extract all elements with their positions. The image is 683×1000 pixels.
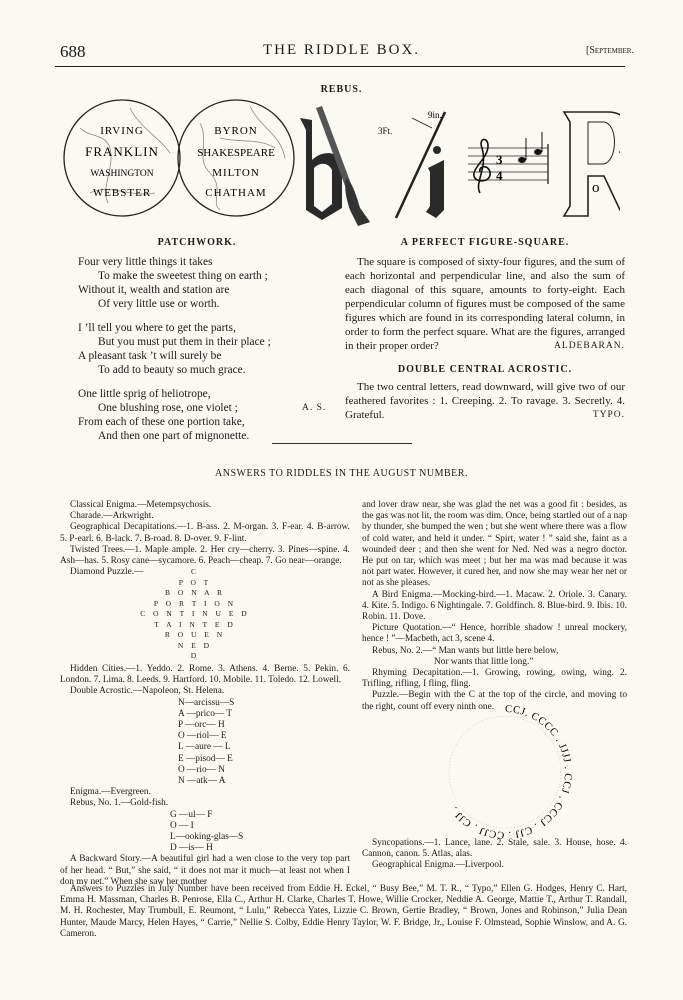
answer-paragraph: Hidden Cities.—1. Yeddo. 2. Rome. 3. Athens. 4. Berne. 5. Pekin. 6. London. 7. Lima. 8. Leeds. 9. Hartford. 10. Mobile. 11. Toledo. 12. Lowell.	[60, 663, 350, 686]
diamond-row: C	[190, 567, 199, 577]
poem-line: Four very little things it takes	[78, 256, 213, 268]
answer-paragraph: Double Acrostic.—Napoleon, St. Helena.	[70, 686, 225, 697]
figure-square-title: A PERFECT FIGURE-SQUARE.	[400, 237, 570, 248]
acrostic-title: DOUBLE CENTRAL ACROSTIC.	[397, 364, 573, 375]
rebus-row: D —is— H	[170, 843, 213, 854]
diamond-row: B O N A R	[165, 588, 225, 598]
diamond-row: D	[190, 651, 200, 661]
answer-paragraph: Rebus, No. 1.—Gold-fish.	[70, 798, 169, 809]
answer-paragraph: Syncopations.—1. Lance, lane. 2. Stale, sale. 3. House, hose. 4. Cannon, canon. 5. Atlas, alas.	[362, 838, 627, 860]
answer-paragraph: Picture Quotation.—“ Hence, horrible shadow ! unreal mockery, hence ! ”—Macbeth, act 3, scene 4.	[362, 623, 627, 645]
answer-paragraph: and lover draw near, she was glad the net was a good fit : besides, as the gas was not lit, the room was dim. Once, being startled out of a nap by thunder, she bumped the wen ; but she went where there was a flow of cold water, and held it under. “ Spirt, water ! ” said she, faint as a wounded deer ; and then she went for Ned. Ned was a negro doctor. He put on tar, which was meet ; but her ma was mad because it was not part water. However, it cured her, and now she may wear her net or not as she pleases.	[362, 500, 627, 589]
poem-line: Without it, wealth and station are	[78, 284, 230, 296]
measure-label: 3Ft.	[378, 126, 393, 136]
patchwork-title: PATCHWORK.	[157, 237, 237, 248]
poem-line: One little sprig of heliotrope,	[78, 388, 211, 400]
diamond-row: T A I N T E D	[154, 619, 236, 629]
answers-title: ANSWERS TO RIDDLES IN THE AUGUST NUMBER.	[215, 468, 468, 479]
july-answers-text: Answers to Puzzles in July Number have been received from Eddie H. Eckel, “ Busy Bee,” M. T. R., “ Typo,” Ellen G. Hodges, Henry C. Hart, Emma H. Massman, Charles B. Penrose, Ella C., Arthur H. Clarke, Charles T. Howe, Willie Crocker, Neddie A. George, Mattie T., Arthur T. Randall, M. H. Rochester, May Trumbull, E. Reumont, “ Lulu,” Rebecca Yates, Lizzie C. Brown, Gertie Bradley, “ Brown, Jones and Robinson,” Julia Dean Hunter, Maude Marcy, Helen Hayes, “ Carrie,” Nellie S. Colby, Eddie Henry Taylor, W. F. Bridge, Jr., Louise F. Olmstead, Sophie Winslow, and A. G. Cameron.	[60, 884, 627, 939]
rebus-title: REBUS.	[320, 84, 363, 95]
right-globe-icon	[178, 100, 294, 216]
answer-paragraph: A Bird Enigma.—Mocking-bird.—1. Macaw. 2. Oriole. 3. Canary. 4. Kite. 5. Indigo. 6 Nightingale. 7. Goldfinch. 8. Blue-bird. 9. Ibis. 10. Robin. 11. Dove.	[362, 589, 627, 623]
diamond-row: P O R T I O N	[153, 598, 237, 608]
poem-line: One blushing rose, one violet ;	[98, 402, 238, 414]
figure-square-signature: ALDEBARAN.	[554, 341, 625, 351]
music-notation-icon	[468, 132, 548, 193]
diamond-puzzle	[120, 567, 270, 662]
answer-paragraph: Rhyming Decapitation.—1. Growing, rowing, owing, wing. 2. Trifling, rifling, I fling, fling.	[362, 668, 627, 690]
answer-paragraph: A Backward Story.—A beautiful girl had a wen close to the very top part of her head. “ But,” she said, “ it does not mar it much—at least not when I don my net.” When she saw her mother	[60, 854, 350, 887]
poem-line: But you must put them in their place ;	[98, 336, 271, 348]
july-answers	[60, 884, 627, 940]
diamond-row: N E D	[177, 640, 213, 650]
poem-line: I ’ll tell you where to get the parts,	[78, 322, 236, 334]
answer-paragraph: Rebus, No. 2.—“ Man wants but little here below,	[372, 645, 559, 656]
ornate-r-icon	[564, 112, 620, 216]
answer-paragraph: Twisted Trees.—1. Maple ample. 2. Her cry—cherry. 3. Pines—spine. 4. Ash—has. 5. Rosy cane—sycamore. 6. Peach—cheap. 7. Go near—orange.	[60, 544, 350, 567]
answers-left-column	[60, 500, 350, 888]
answer-paragraph: Geographical Enigma.—Liverpool.	[372, 860, 504, 871]
diamond-row: P O T	[178, 577, 212, 587]
rebus-row: O — I	[170, 820, 194, 831]
acrostic-row: N—arcissu—S	[178, 697, 235, 708]
rifle-icon	[316, 106, 370, 226]
acrostic-row: N —atk— A	[178, 775, 226, 786]
svg-text:4: 4	[496, 168, 503, 183]
rebus-illustration	[60, 98, 620, 230]
acrostic-row: L —aure — L	[178, 742, 231, 753]
globe-name: FRANKLIN	[85, 144, 159, 159]
diamond-row: C O N T I N U E D	[140, 609, 250, 619]
poem-line: To add to beauty so much grace.	[98, 364, 246, 376]
globe-name: SHAKESPEARE	[197, 147, 275, 159]
measure-label: 9in.	[428, 110, 442, 120]
left-globe-icon	[64, 100, 180, 216]
acrostic-row: E —pisod— E	[178, 753, 233, 764]
globe-name: MILTON	[212, 167, 260, 179]
poem-line: And then one part of mignonette.	[98, 430, 250, 442]
globe-name: IRVING	[100, 125, 144, 137]
acrostic-text: The two central letters, read downward, will give two of our feathered favorites : 1. Creeping. 2. To ravage. 3. Secretly. 4. Grateful. TYPO.	[345, 381, 625, 421]
rebus-row: L—ooking-glas—S	[170, 831, 244, 842]
page-number: 688	[60, 42, 86, 61]
month-label: [September.	[586, 45, 634, 56]
answer-paragraph: Puzzle.—Begin with the C at the top of the circle, and moving to the right, count off every ninth one.	[362, 690, 627, 712]
rebus-letter-o: o	[592, 180, 600, 196]
page-title: THE RIDDLE BOX.	[262, 42, 421, 58]
poem-line: From each of these one portion take,	[78, 416, 245, 428]
poem-line: A pleasant task ’t will surely be	[78, 350, 222, 362]
acrostic-row: O —riol— E	[178, 731, 227, 742]
poem-line: To make the sweetest thing on earth ;	[98, 270, 268, 282]
figure-square-text: The square is composed of sixty-four figures, and the sum of each horizontal and perpendicular line, and also the sum of each diagonal of this square, amounts to forty-eight. Each perpendicular column of figures must be composed of the same figures which are found in its corresponding lateral column, in order to form the perfect square. What are the figures, arranged in their proper order? ALDEBARAN.	[345, 256, 625, 352]
diamond-row: R O U E N	[164, 630, 226, 640]
globe-name: WEBSTER	[92, 187, 152, 199]
poem-line: Of very little use or worth.	[98, 298, 220, 310]
acrostic-signature: TYPO.	[592, 410, 625, 420]
acrostic-row: A —prico— T	[178, 708, 233, 719]
patchwork-signature: A. S.	[302, 403, 327, 413]
rebus-answer	[170, 810, 350, 855]
answer-paragraph: Geographical Decapitations.—1. B-ass. 2. M-organ. 3. F-ear. 4. B-arrow. 5. P-earl. 6. B-lack. 7. B-road. 8. D-over. 9. F-lint.	[60, 522, 350, 544]
globe-name: CHATHAM	[205, 187, 267, 199]
answer-paragraph: Enigma.—Evergreen.	[70, 787, 151, 798]
gothic-i-icon	[426, 146, 444, 218]
gothic-b-icon	[300, 118, 342, 220]
circle-puzzle	[420, 700, 590, 840]
answers-right-bottom	[362, 838, 627, 872]
globe-name: BYRON	[214, 125, 258, 137]
acrostic-row: P —orc— H	[178, 719, 225, 730]
acrostic-row: O —rio— N	[178, 764, 225, 775]
patchwork-poem	[78, 255, 333, 443]
globe-name: WASHINGTON	[90, 169, 154, 179]
svg-text:3: 3	[496, 152, 503, 167]
answers-right-column	[362, 500, 627, 713]
answer-paragraph: Nor wants that little long.”	[434, 656, 534, 667]
section-divider	[272, 443, 412, 444]
answer-paragraph: Classical Enigma.—Metempsychosis.	[70, 500, 212, 510]
header-rule	[55, 66, 625, 67]
answer-paragraph: Charade.—Arkwright.	[70, 511, 154, 522]
answer-paragraph: Diamond Puzzle.—	[70, 567, 144, 578]
rebus-row: G —ul— F	[170, 809, 213, 820]
acrostic-answer	[178, 698, 350, 788]
circle-puzzle-text: CCJ. CCCC . JJJJ . CCJ . CCCJ . CJJ . CCJJ . CJJ .	[448, 703, 574, 840]
